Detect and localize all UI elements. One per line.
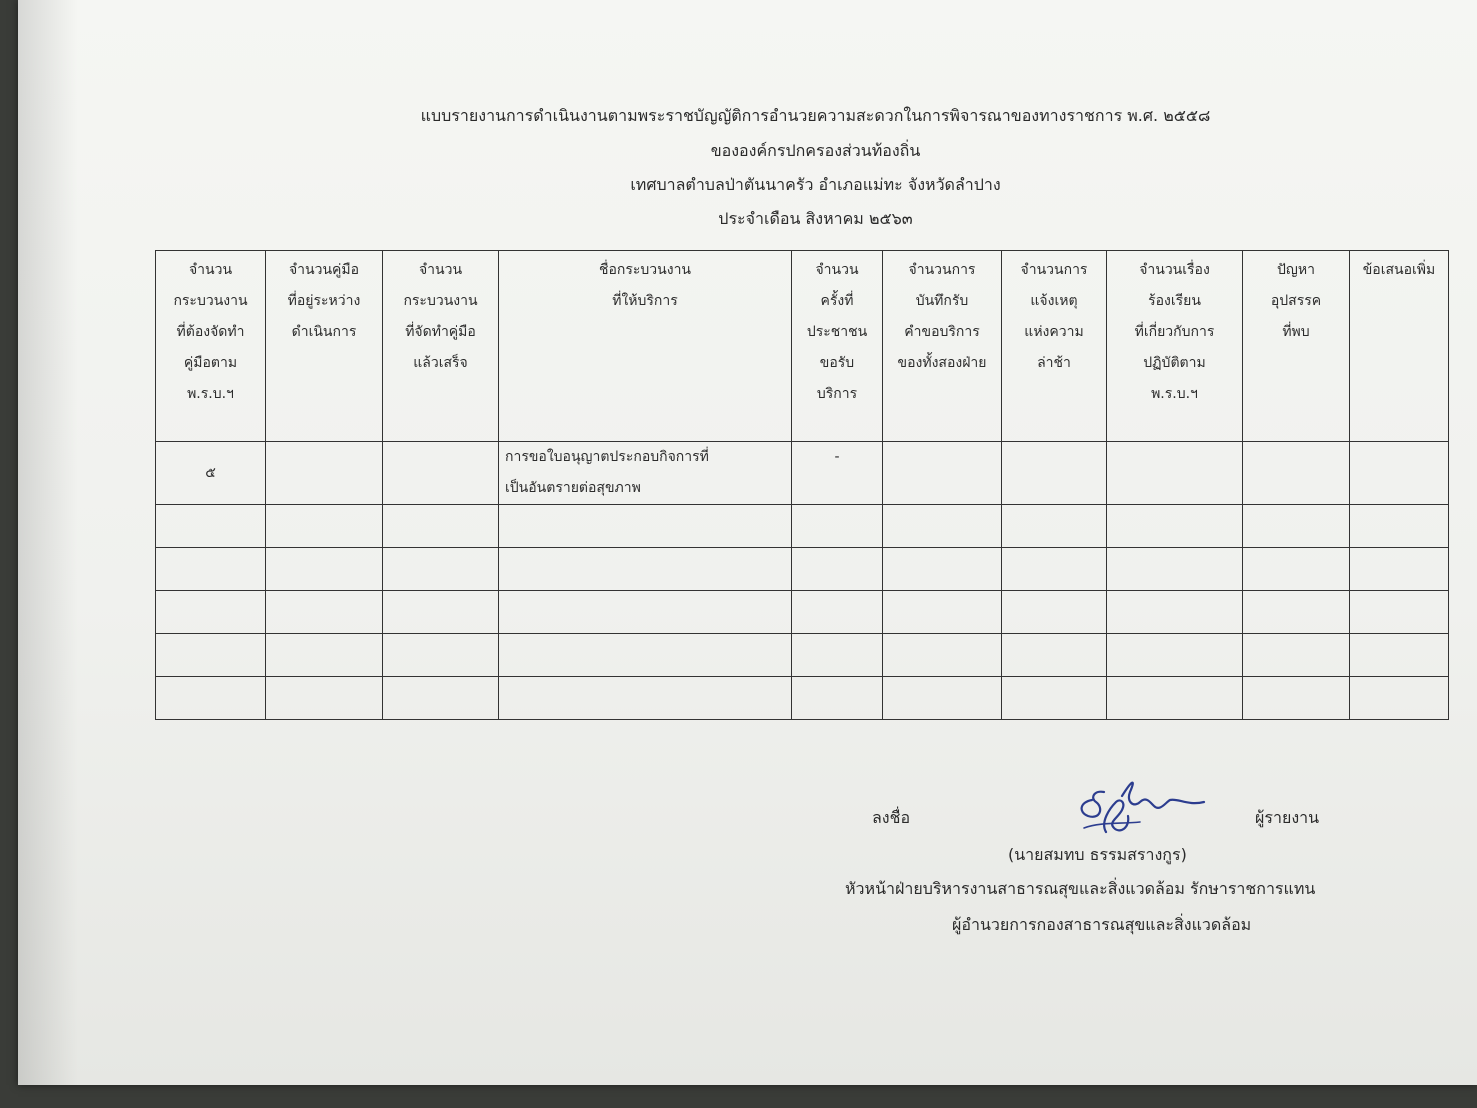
col-header-suggestions: ข้อเสนอเพิ่ม [1350, 251, 1449, 442]
table-cell [1002, 677, 1107, 720]
table-cell [1002, 548, 1107, 591]
table-cell [1243, 505, 1350, 548]
table-cell [499, 677, 792, 720]
table-cell [499, 548, 792, 591]
table-cell [266, 505, 383, 548]
cell-service-requests: - [792, 442, 883, 505]
table-cell [1350, 591, 1449, 634]
table-cell [1350, 548, 1449, 591]
table-cell [1002, 442, 1107, 505]
table-cell [499, 591, 792, 634]
signer-position: หัวหน้าฝ่ายบริหารงานสาธารณสุขและสิ่งแวดล้อม รักษาราชการแทน [845, 879, 1316, 898]
table-cell [792, 548, 883, 591]
signer-acting-position: ผู้อำนวยการกองสาธารณสุขและสิ่งแวดล้อม [952, 915, 1252, 934]
cell-service-name: การขอใบอนุญาตประกอบกิจการที่ เป็นอันตรายต่อสุขภาพ [499, 442, 792, 505]
table-cell [383, 591, 499, 634]
table-cell [156, 505, 266, 548]
report-organization-type: ขององค์กรปกครองส่วนท้องถิ่น [710, 141, 921, 160]
table-cell [1107, 591, 1243, 634]
col-header-manuals-in-progress: จำนวนคู่มือ ที่อยู่ระหว่าง ดำเนินการ [266, 251, 383, 442]
table-cell [1002, 634, 1107, 677]
table-cell [1243, 634, 1350, 677]
col-header-service-name: ชื่อกระบวนงาน ที่ให้บริการ [499, 251, 792, 442]
col-header-problems: ปัญหา อุปสรรค ที่พบ [1243, 251, 1350, 442]
table-cell [883, 505, 1002, 548]
table-cell [1107, 634, 1243, 677]
table-cell [266, 591, 383, 634]
table-cell [156, 634, 266, 677]
table-cell [499, 505, 792, 548]
reporter-role-label: ผู้รายงาน [1255, 808, 1320, 827]
col-header-required-processes: จำนวน กระบวนงาน ที่ต้องจัดทำ คู่มือตาม พ.ร.บ.ฯ [156, 251, 266, 442]
table-cell [383, 677, 499, 720]
table-cell [383, 634, 499, 677]
signer-name: (นายสมทบ ธรรมสรางกูร) [1008, 845, 1187, 864]
table-cell [266, 548, 383, 591]
report-title: แบบรายงานการดำเนินงานตามพระราชบัญญัติการอำนวยความสะดวกในการพิจารณาของทางราชการ พ.ศ. ๒๕๕๘ [420, 106, 1211, 125]
table-cell [1107, 442, 1243, 505]
table-cell [1350, 442, 1449, 505]
table-cell [1002, 505, 1107, 548]
table-cell [792, 505, 883, 548]
table-cell [383, 442, 499, 505]
table-cell [1002, 591, 1107, 634]
table-cell [1350, 505, 1449, 548]
table-row [156, 442, 1449, 505]
table-cell [499, 634, 792, 677]
table-cell [1350, 634, 1449, 677]
table-cell [792, 634, 883, 677]
table-cell [1107, 677, 1243, 720]
table-cell [883, 634, 1002, 677]
table-cell [156, 677, 266, 720]
table-cell [883, 442, 1002, 505]
table-cell [1107, 548, 1243, 591]
col-header-delay-notices: จำนวนการ แจ้งเหตุ แห่งความ ล่าช้า [1002, 251, 1107, 442]
table-cell [156, 548, 266, 591]
table-header-row [156, 251, 1449, 442]
table-row [156, 634, 1449, 677]
table-cell [156, 591, 266, 634]
col-header-manuals-completed: จำนวน กระบวนงาน ที่จัดทำคู่มือ แล้วเสร็จ [383, 251, 499, 442]
table-cell [883, 548, 1002, 591]
table-cell [1243, 548, 1350, 591]
table-row [156, 505, 1449, 548]
table-cell [792, 677, 883, 720]
table-cell [1243, 677, 1350, 720]
table-row [156, 677, 1449, 720]
report-month: ประจำเดือน สิงหาคม ๒๕๖๓ [718, 209, 913, 228]
col-header-complaints: จำนวนเรื่อง ร้องเรียน ที่เกี่ยวกับการ ปฏิบัติตาม พ.ร.บ.ฯ [1107, 251, 1243, 442]
table-cell [1243, 591, 1350, 634]
cell-process-count: ๕ [156, 442, 266, 505]
table-cell [383, 505, 499, 548]
table-cell [1350, 677, 1449, 720]
table-cell [883, 591, 1002, 634]
col-header-request-records: จำนวนการ บันทึกรับ คำขอบริการ ของทั้งสองฝ่าย [883, 251, 1002, 442]
table-cell [792, 591, 883, 634]
table-row [156, 548, 1449, 591]
table-cell [383, 548, 499, 591]
report-table [155, 250, 1449, 720]
table-row [156, 591, 1449, 634]
table-cell [266, 634, 383, 677]
report-paper [18, 0, 1477, 1085]
table-cell [1243, 442, 1350, 505]
table-cell [266, 677, 383, 720]
table-cell [266, 442, 383, 505]
table-cell [883, 677, 1002, 720]
report-municipality: เทศบาลตำบลป่าตันนาครัว อำเภอแม่ทะ จังหวัดลำปาง [630, 175, 1001, 194]
sign-label: ลงชื่อ [872, 808, 911, 827]
col-header-service-requests: จำนวน ครั้งที่ ประชาชน ขอรับ บริการ [792, 251, 883, 442]
table-cell [1107, 505, 1243, 548]
